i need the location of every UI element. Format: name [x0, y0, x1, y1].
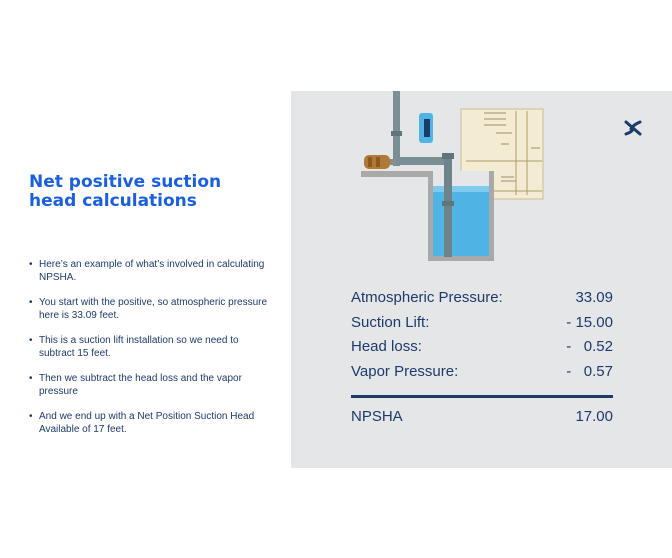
calc-total-value: 17.00	[575, 408, 613, 425]
bullet-item: • Then we subtract the head loss and the vapor pressure	[29, 372, 274, 398]
calc-value: - 0.57	[566, 362, 613, 380]
bullet-list	[29, 258, 274, 448]
calc-label: Suction Lift:	[351, 313, 430, 331]
water	[433, 186, 489, 256]
calc-label: Atmospheric Pressure:	[351, 289, 503, 306]
calc-total-label: NPSHA	[351, 408, 403, 425]
xylem-logo-icon	[624, 120, 642, 136]
pump-suction-lift-diagram	[356, 91, 576, 266]
calc-value: - 0.52	[566, 338, 613, 355]
floor-slab	[361, 171, 433, 177]
calc-row-npsha-total	[351, 408, 613, 433]
discharge-pipe	[393, 91, 400, 166]
content-panel	[291, 91, 672, 468]
total-divider	[351, 395, 613, 398]
calc-row-atmospheric-pressure	[351, 289, 613, 314]
calc-label: Vapor Pressure:	[351, 362, 459, 380]
slide-title: Net positive suction head calculations	[29, 172, 222, 211]
bullet-item: • Here’s an example of what’s involved in calculating NPSHA.	[29, 258, 274, 284]
calc-row-suction-lift	[351, 314, 613, 339]
bullet-item: • And we end up with a Net Position Suction Head Available of 17 feet.	[29, 410, 274, 436]
calc-value: - 15.00	[566, 313, 613, 331]
npsha-calculation	[351, 289, 613, 433]
calc-label: Head loss:	[351, 338, 422, 355]
bullet-item: • This is a suction lift installation so we need to subtract 15 feet.	[29, 334, 274, 360]
calc-row-vapor-pressure	[351, 363, 613, 388]
bullet-item: • You start with the positive, so atmospheric pressure here is 33.09 feet.	[29, 296, 274, 322]
calc-value: 33.09	[575, 289, 613, 306]
calc-row-head-loss	[351, 338, 613, 363]
